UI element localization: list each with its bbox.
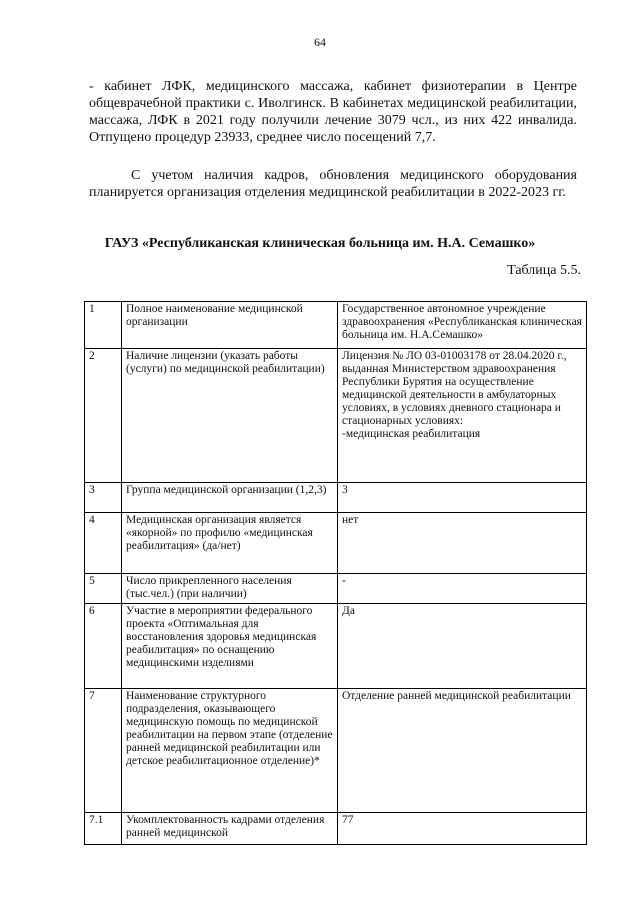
row-number: 7.1 <box>85 813 122 845</box>
row-label: Наличие лицензии (указать работы (услуги) по медицинской реабилитации) <box>122 349 338 483</box>
row-value: 77 <box>338 813 587 845</box>
row-value: Государственное автономное учреждение здравоохранения «Республиканская клиническая больница им. Н.А.Семашко» <box>338 302 587 349</box>
table-row <box>85 513 587 574</box>
row-label: Полное наименование медицинской организации <box>122 302 338 349</box>
row-value: Отделение ранней медицинской реабилитации <box>338 689 587 813</box>
table-row <box>85 349 587 483</box>
paragraph-rehab-offices: - кабинет ЛФК, медицинского массажа, кабинет физиотерапии в Центре общеврачебной практики с. Иволгинск. В кабинетах медицинской реабилитации, массажа, ЛФК в 2021 году получили лечение 3079 чсл., из них 422 инвалида. Отпущено процедур 23933, среднее число посещений 7,7. <box>89 79 577 145</box>
table-row <box>85 604 587 689</box>
page-number: 64 <box>314 35 326 49</box>
organization-info-table <box>84 301 587 845</box>
row-value: нет <box>338 513 587 574</box>
row-value: 3 <box>338 483 587 513</box>
row-number: 7 <box>85 689 122 813</box>
row-label: Наименование структурного подразделения, оказывающего медицинскую помощь по медицинской реабилитации на первом этапе (отделение ранней медицинской реабилитации или детское реабилитационное отделение)* <box>122 689 338 813</box>
row-label: Укомплектованность кадрами отделения ранней медицинской <box>122 813 338 845</box>
row-label: Медицинская организация является «якорной» по профилю «медицинская реабилитация» (да/нет) <box>122 513 338 574</box>
row-number: 2 <box>85 349 122 483</box>
row-value: Да <box>338 604 587 689</box>
row-label: Участие в мероприятии федерального проекта «Оптимальная для восстановления здоровья медицинская реабилитация» по оснащению медицинскими изделиями <box>122 604 338 689</box>
paragraph-planned-department: С учетом наличия кадров, обновления медицинского оборудования планируется организация отделения медицинской реабилитации в 2022-2023 гг. <box>89 168 577 200</box>
table-row <box>85 813 587 845</box>
table-row <box>85 302 587 349</box>
row-number: 3 <box>85 483 122 513</box>
row-value: - <box>338 574 587 604</box>
row-number: 5 <box>85 574 122 604</box>
section-heading: ГАУЗ «Республиканская клиническая больница им. Н.А. Семашко» <box>104 236 536 251</box>
table-label: Таблица 5.5. <box>507 263 581 278</box>
row-number: 6 <box>85 604 122 689</box>
table-row <box>85 483 587 513</box>
row-number: 4 <box>85 513 122 574</box>
row-label: Группа медицинской организации (1,2,3) <box>122 483 338 513</box>
table-row <box>85 689 587 813</box>
row-label: Число прикрепленного населения (тыс.чел.) (при наличии) <box>122 574 338 604</box>
row-number: 1 <box>85 302 122 349</box>
row-value: Лицензия № ЛО 03-01003178 от 28.04.2020 г., выданная Министерством здравоохранения Республики Бурятия на осуществление медицинской деятельности в амбулаторных условиях, в условиях дневного стационара и стационарных условиях: -медицинская реабилитация <box>338 349 587 483</box>
table-row <box>85 574 587 604</box>
